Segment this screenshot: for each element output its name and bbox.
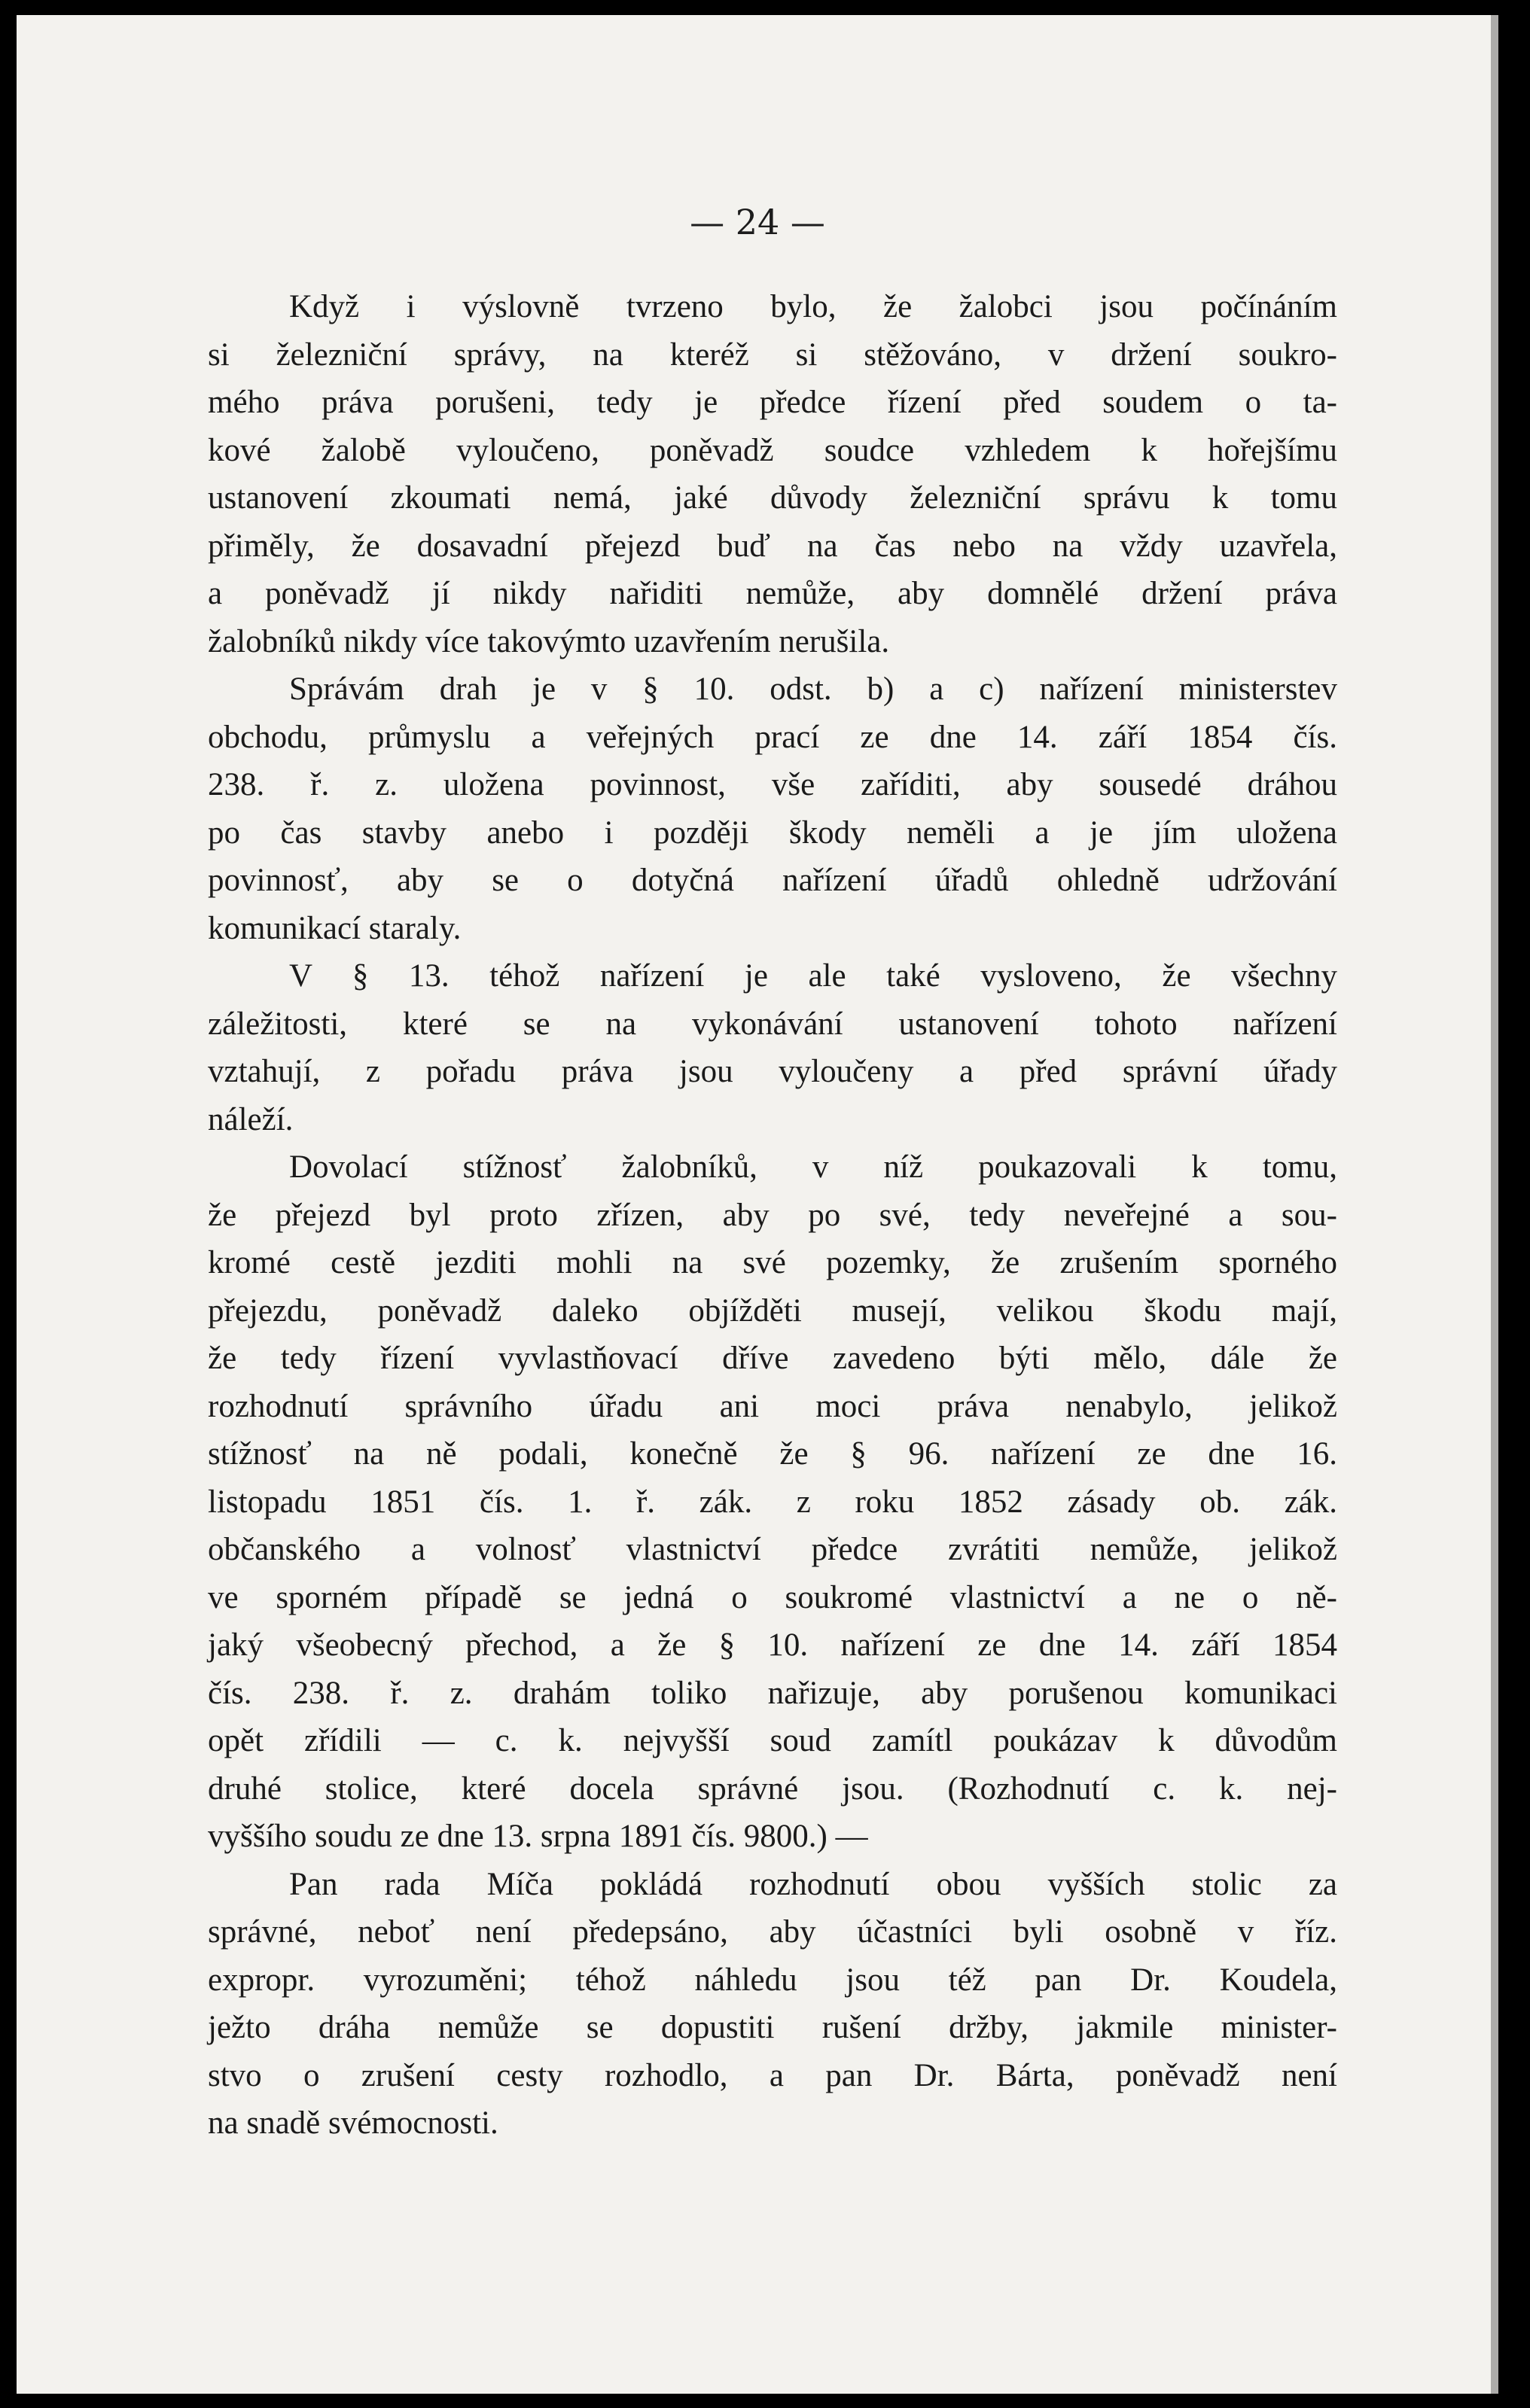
text-line: kové žalobě vyloučeno, poněvadž soudce vzhledem k hořejšímu	[208, 432, 1337, 468]
page-number: — 24 —	[690, 202, 825, 242]
text-line: Když i výslovně tvrzeno bylo, že žalobci jsou počínáním	[289, 289, 1337, 324]
text-line: ježto dráha nemůže se dopustiti rušení držby, jakmile minister-	[208, 2010, 1337, 2045]
text-line: po čas stavby anebo i později škody neměli a je jím uložena	[208, 814, 1337, 851]
text-line: Pan rada Míča pokládá rozhodnutí obou vyšších stolic za	[289, 1866, 1337, 1902]
text-line: na snadě svémocnosti.	[208, 2105, 498, 2141]
text-line: žalobníků nikdy více takovýmto uzavřením nerušila.	[208, 623, 890, 659]
text-line: náleží.	[208, 1101, 294, 1137]
text-line: Dovolací stížnosť žalobníků, v níž poukazovali k tomu,	[289, 1149, 1337, 1185]
text-line: přiměly, že dosavadní přejezd buď na čas nebo na vždy uzavřela,	[208, 528, 1337, 564]
text-line: správné, neboť není předepsáno, aby účastníci byli osobně v říz.	[208, 1914, 1337, 1950]
text-line: si železniční správy, na kteréž si stěžováno, v držení soukro-	[208, 336, 1337, 373]
text-line: Správám drah je v § 10. odst. b) a c) nařízení ministerstev	[289, 671, 1337, 707]
text-line: povinnosť, aby se o dotyčná nařízení úřadů ohledně udržování	[208, 863, 1337, 898]
text-line: V § 13. téhož nařízení je ale také vysloveno, že všechny	[289, 958, 1337, 994]
text-line: záležitosti, které se na vykonávání ustanovení tohoto nařízení	[208, 1006, 1337, 1042]
text-line: rozhodnutí správního úřadu ani moci práva nenabylo, jelikož	[208, 1388, 1337, 1424]
text-line: občanského a volnosť vlastnictví předce zvrátiti nemůže, jelikož	[208, 1532, 1337, 1567]
right-edge-shadow	[1491, 15, 1498, 2394]
text-line: jaký všeobecný přechod, a že § 10. nařízení ze dne 14. září 1854	[208, 1627, 1337, 1663]
text-line: ve sporném případě se jedná o soukromé vlastnictví a ne o ně-	[208, 1579, 1337, 1615]
text-line: mého práva porušeni, tedy je předce řízení před soudem o ta-	[208, 385, 1337, 420]
text-line: opět zřídili — c. k. nejvyšší soud zamítl poukázav k důvodům	[208, 1723, 1337, 1758]
text-line: druhé stolice, které docela správné jsou. (Rozhodnutí c. k. nej-	[208, 1770, 1337, 1807]
text-line: a poněvadž jí nikdy nařiditi nemůže, aby domnělé držení práva	[208, 576, 1337, 611]
text-line: čís. 238. ř. z. drahám toliko nařizuje, aby porušenou komunikaci	[208, 1675, 1337, 1711]
scanned-page	[17, 15, 1498, 2394]
text-line: listopadu 1851 čís. 1. ř. zák. z roku 1852 zásady ob. zák.	[208, 1484, 1337, 1520]
text-line: ustanovení zkoumati nemá, jaké důvody železniční správu k tomu	[208, 480, 1337, 516]
text-line: vyššího soudu ze dne 13. srpna 1891 čís. 9800.) —	[208, 1819, 868, 1854]
text-line: že tedy řízení vyvlastňovací dříve zavedeno býti mělo, dále že	[208, 1341, 1337, 1376]
text-line: stížnosť na ně podali, konečně že § 96. nařízení ze dne 16.	[208, 1436, 1337, 1472]
text-line: přejezdu, poněvadž daleko objížděti musejí, velikou škodu mají,	[208, 1292, 1337, 1329]
text-line: 238. ř. z. uložena povinnost, vše zaříditi, aby sousedé dráhou	[208, 767, 1337, 802]
text-line: stvo o zrušení cesty rozhodlo, a pan Dr. Bárta, poněvadž není	[208, 2057, 1337, 2093]
text-line: expropr. vyrozuměni; téhož náhledu jsou též pan Dr. Koudela,	[208, 1962, 1337, 1998]
text-line: obchodu, průmyslu a veřejných prací ze dne 14. září 1854 čís.	[208, 719, 1337, 755]
body-text	[208, 283, 1337, 2148]
text-line: že přejezd byl proto zřízen, aby po své, tedy neveřejné a sou-	[208, 1197, 1337, 1233]
text-line: komunikací staraly.	[208, 910, 462, 946]
text-line: kromé cestě jezditi mohli na své pozemky, že zrušením sporného	[208, 1245, 1337, 1280]
text-line: vztahují, z pořadu práva jsou vyloučeny a před správní úřady	[208, 1054, 1337, 1089]
